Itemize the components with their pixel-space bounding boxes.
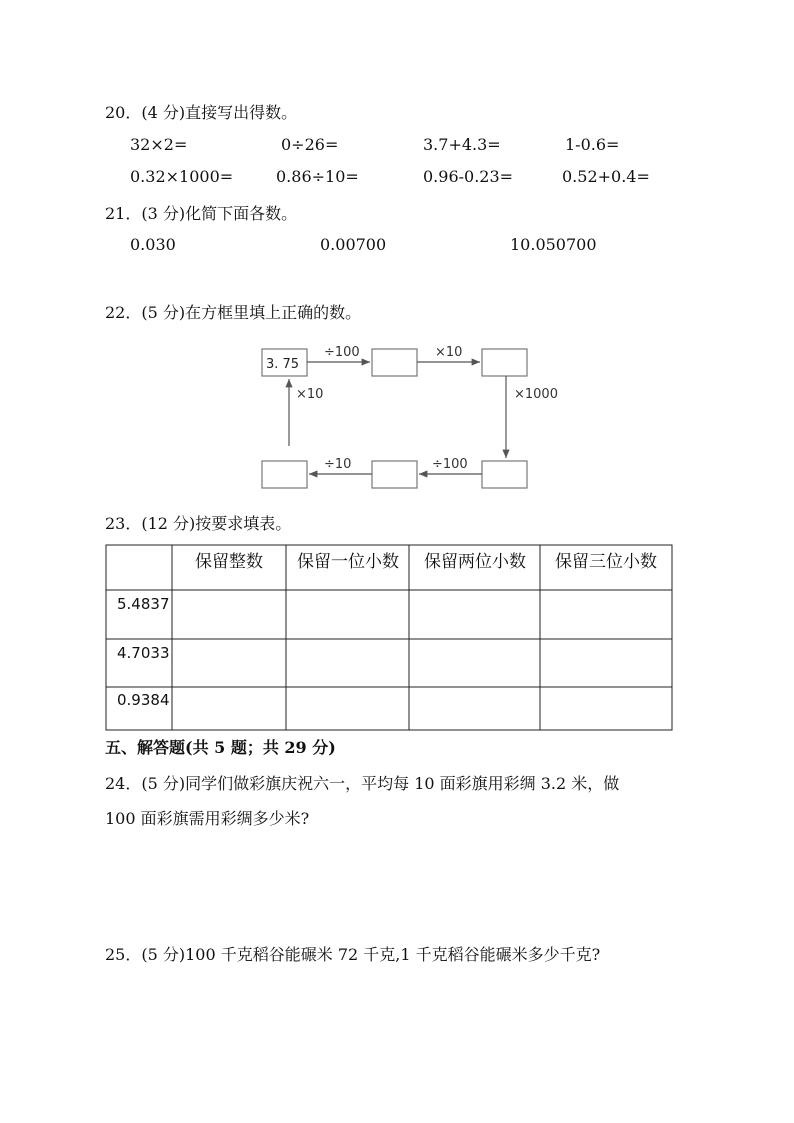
q21-item-3: 10.050700 [510, 235, 597, 254]
q20-title: 20．(4 分)直接写出得数。 [105, 103, 298, 122]
q21-title: 21．(3 分)化简下面各数。 [105, 204, 298, 223]
answer-box-4[interactable] [372, 461, 417, 488]
q22-title: 22．(5 分)在方框里填上正确的数。 [105, 303, 362, 322]
q20-item-1: 32×2= [130, 135, 188, 154]
q20-item-7: 0.96-0.23= [423, 167, 514, 186]
op-top-2: ×10 [435, 345, 463, 360]
col-header-one-decimal: 保留一位小数 [297, 552, 399, 572]
q23-table [105, 544, 675, 732]
section-5-title: 五、解答题(共 5 题；共 29 分) [105, 738, 336, 757]
q23-title: 23．(12 分)按要求填表。 [105, 514, 292, 533]
op-right: ×1000 [514, 387, 558, 402]
q21-item-1: 0.030 [130, 235, 176, 254]
q24-line-2: 100 面彩旗需用彩绸多少米? [105, 809, 310, 828]
op-bottom-2: ÷10 [324, 457, 352, 472]
q20-item-2: 0÷26= [281, 135, 339, 154]
answer-box-2[interactable] [482, 349, 527, 376]
q20-item-5: 0.32×1000= [130, 167, 234, 186]
q24-line-1: 24．(5 分)同学们做彩旗庆祝六一，平均每 10 面彩旗用彩绸 3.2 米，做 [105, 774, 620, 793]
row-label-2: 4.7033 [117, 644, 170, 662]
q20-item-4: 1-0.6= [565, 135, 620, 154]
col-header-three-decimal: 保留三位小数 [555, 552, 657, 572]
q20-item-3: 3.7+4.3= [423, 135, 501, 154]
q22-diagram [250, 338, 558, 498]
q21-item-2: 0.00700 [320, 235, 387, 254]
q25-line-1: 25．(5 分)100 千克稻谷能碾米 72 千克,1 千克稻谷能碾米多少千克? [105, 945, 601, 964]
op-left: ×10 [296, 387, 324, 402]
col-header-integer: 保留整数 [195, 552, 263, 572]
answer-box-5[interactable] [262, 461, 307, 488]
q20-item-6: 0.86÷10= [276, 167, 359, 186]
start-value: 3. 75 [266, 357, 300, 372]
answer-box-3[interactable] [482, 461, 527, 488]
q20-item-8: 0.52+0.4= [562, 167, 650, 186]
row-label-3: 0.9384 [117, 691, 170, 709]
answer-box-1[interactable] [372, 349, 417, 376]
op-bottom-1: ÷100 [432, 457, 468, 472]
op-top-1: ÷100 [324, 345, 360, 360]
col-header-two-decimal: 保留两位小数 [424, 552, 526, 572]
row-label-1: 5.4837 [117, 595, 170, 613]
